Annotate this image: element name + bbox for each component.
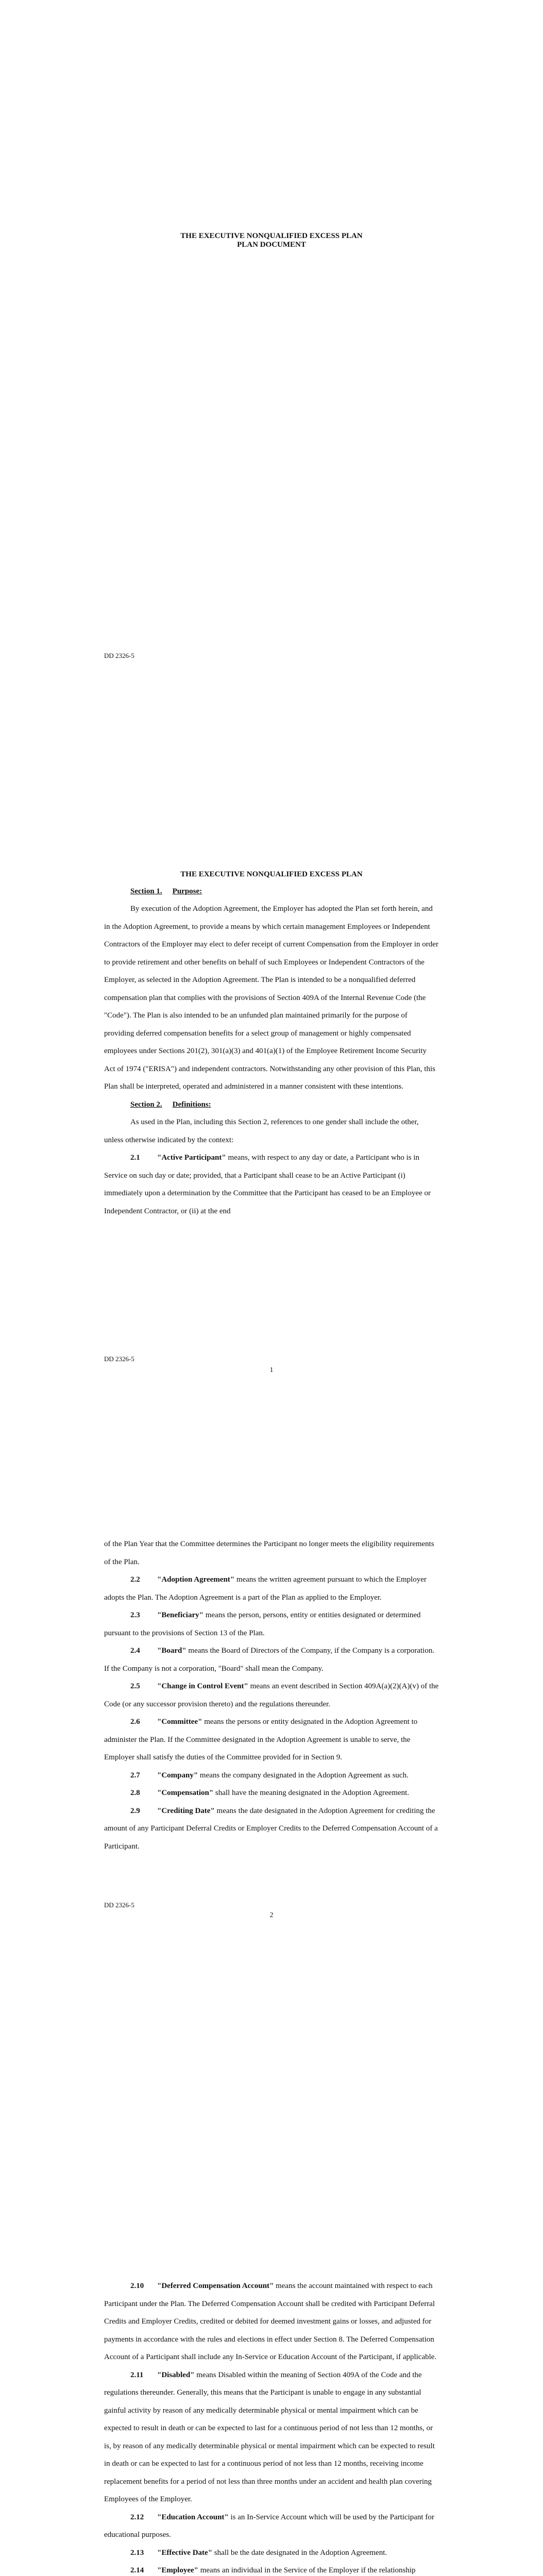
page-number: 1 bbox=[269, 1366, 274, 1374]
definition-text: means the written agreement pursuant to which the Employer adopts the Plan. The Adoption Agreement is a part of the Plan as applied to the Employer. bbox=[104, 1575, 427, 1602]
definition-item bbox=[104, 1606, 439, 1642]
document-code: DD 2326-5 bbox=[104, 1355, 134, 1363]
document-code: DD 2326-5 bbox=[104, 1901, 134, 1909]
definition-list bbox=[104, 2277, 439, 2576]
definition-term: "Active Participant" bbox=[157, 1154, 226, 1162]
plan-heading: THE EXECUTIVE NONQUALIFIED EXCESS PLAN bbox=[180, 870, 363, 878]
definition-item bbox=[104, 1149, 439, 1220]
definition-term: "Compensation" bbox=[157, 1789, 214, 1797]
cover-title bbox=[0, 232, 543, 249]
definition-item bbox=[104, 2366, 439, 2509]
definition-text: means Disabled within the meaning of Section 409A of the Code and the regulations thereunder. Generally, this means that the Participant is unable to engage in any substantial gainful activity by reason of any medically determinable physical or mental impairment which can be expected to result in death or can be expected to last for a continuous period of not less than 12 months, or is, by reason of any medically determinable physical or mental impairment which can be expected to result in death or can be expected to last for a continuous period of not less than 12 months, receiving income replacement benefits for a period of not less than three months under an accident and health plan covering Employees of the Employer. bbox=[104, 2370, 435, 2503]
definition-term: "Company" bbox=[157, 1771, 198, 1780]
definition-term: "Deferred Compensation Account" bbox=[157, 2282, 274, 2290]
definition-term: "Disabled" bbox=[157, 2370, 195, 2379]
definition-text: shall be the date designated in the Adoption Agreement. bbox=[212, 2548, 387, 2557]
definition-number: 2.10 bbox=[130, 2282, 144, 2290]
definition-term: "Beneficiary" bbox=[157, 1611, 203, 1619]
cover-page bbox=[0, 0, 543, 737]
definition-term: "Education Account" bbox=[157, 2513, 229, 2521]
definition-term: "Board" bbox=[157, 1647, 186, 1655]
document-page-2 bbox=[0, 1499, 543, 2025]
section-2-heading bbox=[104, 1096, 439, 1114]
cover-title-line2: PLAN DOCUMENT bbox=[237, 241, 306, 249]
definition-number: 2.2 bbox=[130, 1575, 140, 1584]
definition-term: "Change in Control Event" bbox=[157, 1682, 248, 1690]
section-1-heading bbox=[104, 883, 439, 901]
document-page-3 bbox=[0, 2257, 543, 2576]
purpose-paragraph: By execution of the Adoption Agreement, the Employer has adopted the Plan set forth herein, and in the Adoption Agreement, to provide a means by which certain management Employees or Independent Contractors of the Employer may elect to defer receipt of current Compensation from the Employer in order to provide retirement and other benefits on behalf of such Employees or Independent Contractors of the Employer, as selected in the Adoption Agreement. The Plan is intended to be a nonqualified deferred compensation plan that complies with the provisions of Section 409A of the Internal Revenue Code (the "Code"). The Plan is also intended to be an unfunded plan maintained primarily for the purpose of providing deferred compensation benefits for a select group of management or highly compensated employees under Sections 201(2), 301(a)(3) and 401(a)(1) of the Employee Retirement Income Security Act of 1974 ("ERISA") and independent contractors. Notwithstanding any other provision of this Plan, this Plan shall be interpreted, operated and administered in a manner consistent with these intentions. bbox=[104, 905, 438, 1091]
definition-text: means the persons or entity designated in the Adoption Agreement to administer the Plan. If the Committee designated in the Adoption Agreement is unable to serve, the Employer shall satisfy the duties of the Committee provided for in Section 9. bbox=[104, 1718, 418, 1761]
definition-number: 2.9 bbox=[130, 1806, 140, 1815]
definition-number: 2.4 bbox=[130, 1647, 140, 1655]
definition-term: "Committee" bbox=[157, 1718, 202, 1726]
definition-number: 2.7 bbox=[130, 1771, 140, 1780]
page-1-body bbox=[104, 866, 439, 1220]
definition-number: 2.5 bbox=[130, 1682, 140, 1690]
section-title: Definitions: bbox=[172, 1100, 211, 1109]
definitions-intro: As used in the Plan, including this Section 2, references to one gender shall include the other, unless otherwise indicated by the context: bbox=[104, 1118, 419, 1144]
page-3-body bbox=[104, 2277, 439, 2576]
definition-item bbox=[104, 1767, 439, 1785]
definition-text: shall have the meaning designated in the Adoption Agreement. bbox=[213, 1789, 410, 1797]
definition-number: 2.6 bbox=[130, 1718, 140, 1726]
page-number: 2 bbox=[269, 1911, 274, 1919]
definition-item bbox=[104, 2509, 439, 2544]
section-number: Section 2. bbox=[130, 1100, 162, 1109]
definition-item bbox=[104, 1642, 439, 1677]
definition-number: 2.13 bbox=[130, 2548, 144, 2557]
definition-item bbox=[104, 2544, 439, 2562]
definition-text: means the person, persons, entity or entities designated or determined pursuant to the provisions of Section 13 of the Plan. bbox=[104, 1611, 421, 1637]
definition-list bbox=[104, 1571, 439, 1855]
document-code: DD 2326-5 bbox=[104, 652, 134, 659]
definition-number: 2.1 bbox=[130, 1154, 140, 1162]
definition-text: means an individual in the Service of the Employer if the relationship bbox=[200, 2566, 416, 2574]
cover-title-line1: THE EXECUTIVE NONQUALIFIED EXCESS PLAN bbox=[180, 232, 363, 240]
definition-item bbox=[104, 2277, 439, 2366]
definition-item bbox=[104, 1713, 439, 1767]
definition-number: 2.8 bbox=[130, 1789, 140, 1797]
definition-text: means the company designated in the Adoption Agreement as such. bbox=[198, 1771, 409, 1780]
definition-item bbox=[104, 1784, 439, 1802]
definition-text: is an In-Service Account which will be used by the Participant for educational purposes. bbox=[104, 2513, 434, 2539]
definition-text: means an event described in Section 409A(a)(2)(A)(v) of the Code (or any successor provision thereto) and the regulations thereunder. bbox=[104, 1682, 439, 1708]
definition-number: 2.12 bbox=[130, 2513, 144, 2521]
definition-text: means, with respect to any day or date, a Participant who is in Service on such day or date; provided, that a Participant shall cease to be an Active Participant (i) immediately upon a determination by the Committee that the Participant has ceased to be an Employee or Independent Contractor, or (ii) at the end bbox=[104, 1154, 431, 1215]
definition-text: means the date designated in the Adoption Agreement for crediting the amount of any Participant Deferral Credits or Employer Credits to the Deferred Compensation Account of a Participant. bbox=[104, 1806, 438, 1851]
definition-number: 2.11 bbox=[130, 2370, 144, 2379]
definition-item bbox=[104, 1677, 439, 1713]
definition-number: 2.14 bbox=[130, 2566, 144, 2574]
section-number: Section 1. bbox=[130, 887, 162, 895]
definition-item bbox=[104, 1802, 439, 1856]
definition-term: "Adoption Agreement" bbox=[157, 1575, 235, 1584]
definition-term: "Employee" bbox=[157, 2566, 198, 2574]
definition-item bbox=[104, 1571, 439, 1606]
continuation-text: of the Plan Year that the Committee determines the Participant no longer meets the eligibility requirements of the Plan. bbox=[104, 1540, 434, 1566]
definition-text: means the Board of Directors of the Company, if the Company is a corporation. If the Company is not a corporation, "Board" shall mean the Company. bbox=[104, 1647, 435, 1673]
definition-text: means the account maintained with respect to each Participant under the Plan. The Deferred Compensation Account shall be credited with Participant Deferral Credits and Employer Credits, credited or debited for deemed investment gains or losses, and adjusted for payments in accordance with the rules and elections in effect under Section 8. The Deferred Compensation Account of a Participant shall include any In-Service or Education Account of the Participant, if applicable. bbox=[104, 2282, 437, 2361]
page-2-body bbox=[104, 1535, 439, 1855]
definition-term: "Effective Date" bbox=[157, 2548, 213, 2557]
section-title: Purpose: bbox=[172, 887, 202, 895]
definition-item bbox=[104, 2562, 439, 2576]
document-page-1 bbox=[0, 737, 543, 1499]
definition-term: "Crediting Date" bbox=[157, 1806, 215, 1815]
definition-number: 2.3 bbox=[130, 1611, 140, 1619]
